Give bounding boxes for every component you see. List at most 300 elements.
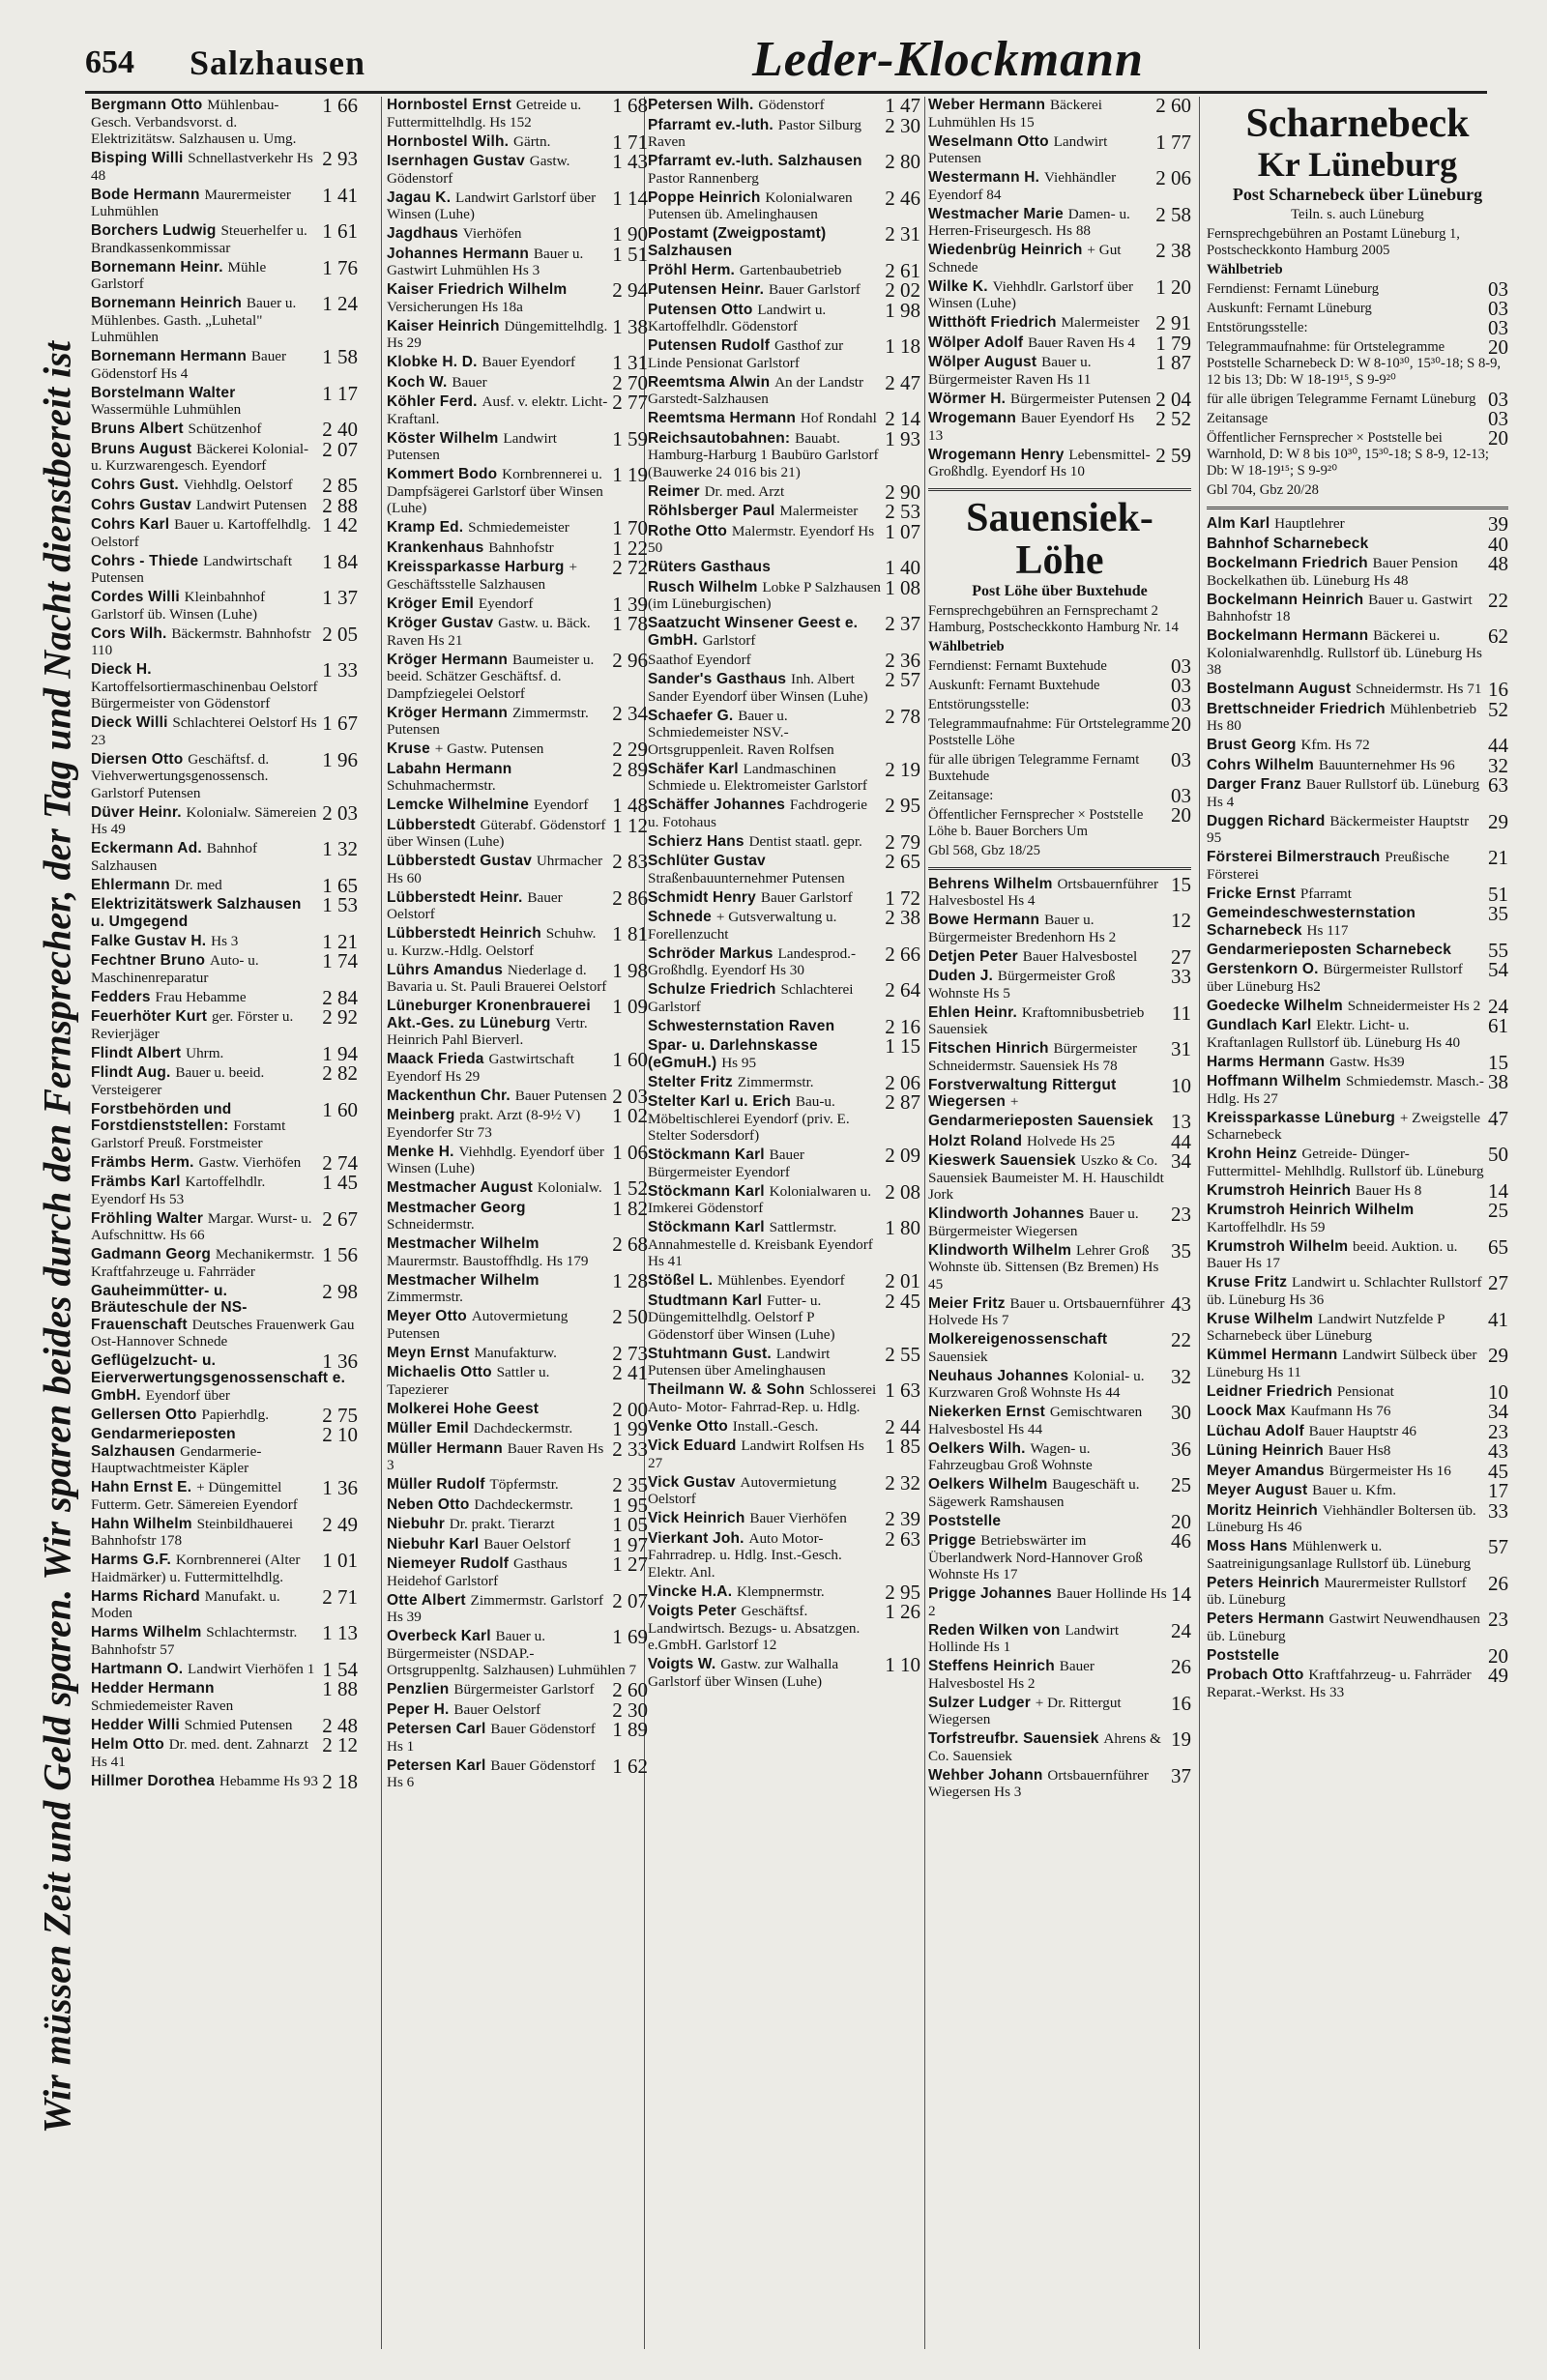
phone-number: 1 71 [612, 132, 648, 151]
listing-entry [387, 153, 648, 187]
listing-name: Kruse Fritz [1207, 1274, 1288, 1291]
listing-name: Meyer August [1207, 1482, 1308, 1498]
phone-number: 1 42 [322, 516, 358, 537]
listing-detail: Gemischtwaren Halvesbostel Hs 44 [928, 1404, 1143, 1437]
listing-name: Cordes Willi [91, 589, 180, 605]
listing-entry [91, 259, 358, 293]
phone-number: 1 81 [612, 925, 648, 945]
listing-name: Reichsautobahnen: [648, 429, 791, 447]
phone-number: 2 19 [885, 760, 920, 781]
listing-detail: Bauabt. Hamburg-Harburg 1 Baubüro Garlstorf (Bauwerke 24 016 bis 21) [648, 429, 879, 480]
listing-detail: Zimmermstr. [387, 1289, 463, 1305]
listing-name: Flindt Albert [91, 1044, 182, 1061]
listing-entry [1207, 1575, 1508, 1609]
listing-detail: Gastw. zur Walhalla Garlstorf über Winsen (Luhe) [648, 1656, 839, 1690]
listing-name: Cohrs Gust. [91, 477, 179, 493]
listing-entry [648, 579, 920, 613]
column-divider [1199, 97, 1200, 2349]
listing-detail: Auto Motor-Fahrradrep. u. Hdlg. Inst.-Gesch. Elektr. Anl. [648, 1529, 842, 1581]
service-number: 03 [1171, 696, 1191, 713]
listing-entry [648, 97, 920, 114]
listing-entry [648, 1603, 920, 1654]
phone-number: 2 63 [885, 1529, 920, 1551]
phone-number: 22 [1488, 591, 1508, 612]
phone-number: 2 14 [885, 410, 920, 427]
listing-entry [91, 421, 358, 438]
listing-detail: Schmied Putensen [184, 1716, 293, 1733]
listing-detail: Eyendorf über [145, 1386, 230, 1404]
listing-entry [91, 589, 358, 623]
phone-number: 1 17 [322, 384, 358, 405]
listing-detail: Bauer u. Bürgermeister (NSDAP.-Ortsgruppenltg. Salzhausen) Luhmühlen 7 [387, 1628, 637, 1678]
listing-entry [387, 1088, 648, 1105]
listing-detail: Dentist staatl. gepr. [748, 832, 862, 850]
listing-entry [648, 1292, 920, 1344]
listing-detail: Landwirtschaft Putensen [91, 552, 293, 586]
listing-detail: Bauer u. beeid. Versteigerer [91, 1064, 265, 1098]
listing-entry [91, 1516, 358, 1550]
phone-number: 2 49 [322, 1515, 358, 1536]
listing-entry [387, 1592, 648, 1626]
listing-detail: + Geschäftsstelle Salzhausen [387, 559, 578, 593]
listing-name: Gendarmerieposten Sauensiek [928, 1113, 1153, 1129]
listing-name: Behrens Wilhelm [928, 875, 1053, 892]
service-number: 20 [1488, 339, 1508, 359]
listing-detail: Bauer Raven Hs 4 [1028, 334, 1136, 351]
listing-name: Bruns August [91, 440, 192, 457]
phone-number: 61 [1488, 1017, 1508, 1037]
phone-number: 2 65 [885, 853, 920, 873]
listing-name: Främbs Karl [91, 1174, 181, 1190]
listing-name: Krankenhaus [387, 538, 484, 556]
listing-detail: Maurermeister Rullstorf üb. Lüneburg [1207, 1574, 1467, 1608]
listing-detail: Wagen- u. Fahrzeugbau Groß Wohnste [928, 1439, 1093, 1473]
listing-name: Dieck H. [91, 661, 152, 678]
listing-name: Bergmann Otto [91, 97, 203, 113]
listing-entry [648, 1381, 920, 1415]
listing-detail: Bauer Putensen [514, 1087, 607, 1104]
listing-entry [387, 1440, 648, 1474]
listing-detail: Schuhw. u. Kurzw.-Hdlg. Oelstorf [387, 925, 597, 959]
phone-number: 12 [1171, 912, 1191, 932]
phone-number: 1 93 [885, 429, 920, 450]
listing-name: Pröhl Herm. [648, 261, 736, 278]
phone-number: 1 90 [612, 225, 648, 243]
listing-name: Probach Otto [1207, 1667, 1304, 1683]
listing-detail: Bauer Oelstorf [483, 1535, 571, 1553]
phone-number: 2 47 [885, 373, 920, 394]
listing-entry [1207, 849, 1508, 883]
listing-entry [1207, 942, 1508, 959]
listing-name: Gauheimmütter- u. Bräuteschule der NS-Frauenschaft [91, 1282, 248, 1333]
listing-entry [1207, 1442, 1508, 1460]
phone-number: 2 74 [322, 1153, 358, 1172]
listing-name: Krumstroh Wilhelm [1207, 1237, 1349, 1255]
listing-entry [928, 1133, 1191, 1150]
listing-detail: + Zweigstelle Scharnebeck [1207, 1109, 1481, 1143]
phone-number: 1 67 [322, 714, 358, 735]
listing-name: Mestmacher Wilhelm [387, 1271, 540, 1289]
phone-number: 1 21 [322, 932, 358, 950]
listing-detail: Ausf. v. elektr. Licht-Kraftanl. [387, 393, 608, 427]
listing-name: Fröhling Walter [91, 1209, 204, 1227]
listing-detail: Viehhdlr. Garlstorf über Winsen (Luhe) [928, 277, 1134, 311]
listing-name: Kröger Hermann [387, 651, 509, 668]
listing-detail: Bauer u. Mühlenbes. Gasth. „Luhetal" Luhmühlen [91, 295, 297, 345]
phone-number: 1 31 [612, 354, 648, 371]
listing-entry [91, 1588, 358, 1622]
listing-entry [1207, 1482, 1508, 1499]
service-line [928, 788, 1191, 804]
listing-detail: Futter- u. Düngemittelhdlg. Oelstorf P Gödenstorf über Winsen (Luhe) [648, 1292, 835, 1343]
phone-number: 2 07 [322, 440, 358, 461]
phone-number: 1 56 [322, 1246, 358, 1266]
listing-name: Geflügelzucht- u. Eierverwertungsgenossenschaft e. GmbH. [91, 1352, 346, 1404]
listing-detail: Bauer Halvesbostel Hs 2 [928, 1658, 1095, 1692]
phone-number: 1 36 [322, 1352, 358, 1373]
listing-entry [928, 968, 1191, 1001]
listing-detail: Bauer Eyendorf Hs 13 [928, 410, 1135, 444]
listing-name: Stöckmann Karl [648, 1182, 765, 1200]
phone-number: 1 84 [322, 552, 358, 573]
phone-number: 1 39 [612, 595, 648, 613]
listing-detail: Gastwirt Neuwendhausen üb. Lüneburg [1207, 1611, 1480, 1644]
listing-name: Sander's Gasthaus [648, 671, 787, 687]
listing-name: Röhlsberger Paul [648, 503, 775, 519]
phone-number: 39 [1488, 515, 1508, 533]
service-number: 03 [1171, 657, 1191, 675]
listing-detail: Saathof Eyendorf [648, 651, 751, 668]
listing-name: Pfarramt ev.-luth. [648, 116, 774, 133]
listing-detail: Schlachtermstr. Bahnhofstr 57 [91, 1624, 298, 1658]
listing-entry [91, 97, 358, 148]
listing-name: Schmidt Henry [648, 888, 756, 906]
listing-entry [387, 97, 648, 131]
listing-detail: Malermeister [779, 503, 859, 519]
phone-number: 2 94 [612, 281, 648, 302]
listing-name: Goedecke Wilhelm [1207, 997, 1343, 1014]
listing-detail: Betriebswärter im Überlandwerk Nord-Hannover Groß Wohnste Hs 17 [928, 1532, 1143, 1582]
listing-name: Mackenthun Chr. [387, 1087, 511, 1104]
listing-name: Ehlermann [91, 876, 170, 893]
phone-number: 47 [1488, 1109, 1508, 1130]
phone-number: 1 98 [612, 961, 648, 982]
listing-entry [928, 206, 1191, 240]
listing-name: Harms Hermann [1207, 1053, 1326, 1070]
listing-detail: Kartoffelhdlr. Eyendorf Hs 53 [91, 1174, 266, 1207]
listing-detail: Manufakturw. [474, 1344, 557, 1361]
sauensiek-wahl: Wählbetrieb [928, 638, 1005, 654]
listing-detail: Bürgermeister Hs 16 [1328, 1462, 1451, 1479]
phone-number: 1 18 [885, 337, 920, 358]
listing-name: Voigts W. [648, 1656, 716, 1672]
listing-name: Meinberg [387, 1107, 455, 1123]
phone-number: 2 75 [322, 1406, 358, 1424]
listing-name: Moss Hans [1207, 1538, 1288, 1554]
phone-number: 2 38 [1155, 242, 1191, 262]
sidebar-slogan [33, 155, 81, 2320]
column-4-entries [928, 97, 1191, 480]
listing-entry [928, 242, 1191, 276]
listing-name: Hedder Willi [91, 1716, 180, 1733]
listing-name: Lüchau Adolf [1207, 1422, 1304, 1439]
listing-detail: Bahnhofstr [488, 538, 554, 556]
phone-number: 2 04 [1155, 390, 1191, 408]
listing-entry [928, 912, 1191, 945]
service-text: Gbl 704, Gbz 20/28 [1207, 482, 1319, 498]
listing-detail: Uhrm. [186, 1044, 224, 1061]
listing-name: Meyer Amandus [1207, 1462, 1325, 1479]
listing-entry [648, 708, 920, 759]
listing-detail: Landwirt Rolfsen Hs 27 [648, 1437, 864, 1471]
phone-number: 1 26 [885, 1603, 920, 1623]
listing-detail: Dr. prakt. Tierarzt [449, 1516, 555, 1532]
listing-entry [387, 539, 648, 557]
listing-name: Petersen Karl [387, 1756, 486, 1774]
listing-detail: Kolonialw. [537, 1179, 602, 1196]
phone-number: 10 [1488, 1382, 1508, 1401]
phone-number: 20 [1488, 1646, 1508, 1665]
listing-detail: Pastor Silburg Raven [648, 116, 861, 150]
listing-entry [387, 740, 648, 758]
service-text: Telegrammaufnahme: für Ortstelegramme Poststelle Scharnebeck D: W 8-10³⁰, 15³⁰-18; S 8-9, 12 bis 13; Db: W 18-19¹⁵, S 9-9²⁰ [1207, 339, 1502, 388]
listing-entry [928, 334, 1191, 352]
phone-number: 2 50 [612, 1308, 648, 1328]
listing-name: Gerstenkorn O. [1207, 961, 1319, 977]
listing-detail: Bauer [452, 373, 487, 391]
listing-detail: Hs 117 [1306, 921, 1349, 939]
listing-name: Müller Hermann [387, 1439, 503, 1457]
listing-detail: Bauer Vierhöfen [749, 1510, 847, 1526]
listing-detail: Auto- u. Maschinenreparatur [91, 952, 259, 986]
listing-name: Hillmer Dorothea [91, 1772, 216, 1789]
listing-entry [387, 615, 648, 649]
listing-name: Jagau K. [387, 189, 452, 206]
listing-entry [91, 1008, 358, 1042]
listing-detail: Bauer Garlstorf [760, 888, 853, 906]
listing-entry [1207, 1054, 1508, 1071]
listing-entry [928, 278, 1191, 312]
listing-entry [928, 1077, 1191, 1111]
service-text: für alle übrigen Telegramme Fernamt Buxtehude [928, 751, 1140, 784]
phone-number: 1 20 [1155, 277, 1191, 299]
listing-detail: Landesprod.- Großhdlg. Eyendorf Hs 30 [648, 944, 857, 978]
listing-entry [648, 1656, 920, 1690]
listing-name: Elektrizitätswerk Salzhausen u. Umgegend [91, 896, 302, 930]
listing-detail: Bäckerei Luhmühlen Hs 15 [928, 97, 1102, 131]
sauensiek-entries [928, 876, 1191, 1801]
listing-entry [387, 1345, 648, 1362]
listing-name: Vierkant Joh. [648, 1529, 744, 1547]
listing-detail: Kornbrennerei u. Dampfsägerei Garlstorf über Winsen (Luhe) [387, 466, 603, 516]
phone-number: 2 66 [885, 944, 920, 966]
phone-number: 40 [1488, 535, 1508, 553]
listing-detail: Straßenbauunternehmer Putensen [648, 869, 845, 886]
listing-name: Oelkers Wilh. [928, 1439, 1026, 1457]
listing-name: Torfstreufbr. Sauensiek [928, 1730, 1099, 1747]
listing-entry [387, 1401, 648, 1418]
sauensiek-title: Sauensiek-Löhe [966, 495, 1153, 583]
listing-name: Eckermann Ad. [91, 840, 202, 856]
phone-number: 1 36 [322, 1479, 358, 1499]
listing-detail: Bauer Gödenstorf Hs 4 [91, 348, 287, 382]
phone-number: 1 06 [612, 1143, 648, 1164]
service-line [1207, 281, 1508, 298]
phone-number: 1 12 [612, 816, 648, 837]
listing-detail: Viehhdlg. Oelstorf [183, 477, 293, 493]
listing-entry [387, 1364, 648, 1398]
listing-entry [928, 1767, 1191, 1801]
listing-detail: Dachdeckermstr. [473, 1420, 573, 1437]
phone-number: 13 [1171, 1113, 1191, 1130]
listing-entry [387, 1144, 648, 1177]
listing-detail: Bauer u. Bürgermeister Wiegersen [928, 1205, 1139, 1239]
listing-name: Müller Emil [387, 1420, 469, 1437]
service-number: 03 [1171, 751, 1191, 771]
service-number: 03 [1488, 301, 1508, 317]
phone-number: 2 48 [322, 1716, 358, 1734]
listing-detail: Lehrer Groß Wohnste üb. Sittensen (Bz Bremen) Hs 45 [928, 1241, 1159, 1292]
phone-number: 1 96 [322, 750, 358, 771]
listing-detail: Kraftomnibusbetrieb Sauensiek [928, 1003, 1145, 1037]
service-line [1207, 411, 1508, 427]
phone-number: 1 40 [885, 559, 920, 576]
listing-name: Maack Frieda [387, 1051, 484, 1067]
listing-entry [387, 1628, 648, 1679]
listing-entry [648, 1093, 920, 1145]
listing-detail: Schneidermeister Hs 2 [1347, 997, 1481, 1014]
listing-entry [928, 1476, 1191, 1510]
phone-number: 29 [1488, 1347, 1508, 1367]
listing-name: Vick Eduard [648, 1437, 737, 1454]
listing-entry [387, 189, 648, 223]
phone-number: 2 73 [612, 1344, 648, 1362]
listing-detail: Düngemittelhdlg. Hs 29 [387, 317, 608, 351]
listing-entry [928, 1404, 1191, 1437]
listing-detail: Schlosserei Auto- Motor- Fahrrad-Rep. u. Hdlg. [648, 1381, 877, 1415]
phone-number: 1 19 [612, 466, 648, 486]
service-text: Entstörungsstelle: [1207, 320, 1308, 335]
listing-detail: Kaufmann Hs 76 [1290, 1403, 1391, 1419]
listing-detail: Zimmermstr. [737, 1073, 814, 1090]
scharnebeck-subtitle: Kr Lüneburg [1257, 145, 1458, 184]
listing-entry [91, 625, 358, 659]
listing-detail: Schmiedemeister [468, 519, 569, 536]
listing-detail: Uszko & Co. Sauensiek Baumeister M. H. Hauschildt Jork [928, 1152, 1164, 1203]
listing-entry [648, 671, 920, 705]
service-line [928, 752, 1191, 785]
service-text: für alle übrigen Telegramme Fernamt Lüneburg [1207, 392, 1476, 407]
listing-detail: + Dr. Rittergut Wiegersen [928, 1694, 1122, 1727]
listing-name: Cohrs Wilhelm [1207, 756, 1314, 773]
phone-number: 1 95 [612, 1495, 648, 1514]
listing-detail: Dr. med. dent. Zahnarzt Hs 41 [91, 1736, 308, 1770]
phone-number: 1 52 [612, 1179, 648, 1197]
listing-entry [1207, 555, 1508, 589]
listing-detail: Güterabf. Gödenstorf über Winsen (Luhe) [387, 816, 606, 850]
scharnebeck-fees: Fernsprechgebühren an Postamt Lüneburg 1, Postscheckkonto Hamburg 2005 [1207, 226, 1460, 258]
listing-detail: An der Landstr Garstedt-Salzhausen [648, 373, 864, 407]
listing-name: Harms G.F. [91, 1552, 171, 1568]
phone-number: 49 [1488, 1667, 1508, 1687]
column-divider [381, 97, 382, 2349]
listing-name: Vick Gustav [648, 1473, 736, 1491]
listing-detail: prakt. Arzt (8-9½ V) Eyendorfer Str 73 [387, 1107, 581, 1141]
listing-entry [387, 1496, 648, 1514]
listing-detail: Gastw. u. Bäck. Raven Hs 21 [387, 615, 591, 649]
listing-detail: Schlachterei Garlstorf [648, 981, 854, 1015]
listing-entry [387, 1536, 648, 1553]
listing-entry [648, 153, 920, 187]
listing-detail: Holvede Hs 25 [1026, 1132, 1116, 1149]
listing-entry [387, 1681, 648, 1698]
listing-entry [1207, 1146, 1508, 1179]
listing-entry [928, 948, 1191, 966]
phone-number: 1 59 [612, 429, 648, 450]
listing-name: Bockelmann Heinrich [1207, 591, 1364, 608]
listing-entry [1207, 1347, 1508, 1380]
listing-name: Theilmann W. & Sohn [648, 1381, 805, 1398]
phone-number: 44 [1171, 1132, 1191, 1150]
column-3 [648, 97, 920, 2359]
listing-name: Fechtner Bruno [91, 952, 206, 969]
scharnebeck-section [1207, 102, 1508, 499]
phone-number: 2 32 [885, 1473, 920, 1495]
listing-name: Lüneburger Kronenbrauerei Akt.-Ges. zu Lüneburg [387, 998, 591, 1031]
listing-entry [1207, 961, 1508, 995]
listing-name: Hahn Wilhelm [91, 1515, 192, 1532]
listing-detail: Kraftfahrzeug- u. Fahrräder Reparat.-Werkst. Hs 33 [1207, 1667, 1472, 1700]
phone-number: 33 [1171, 968, 1191, 988]
listing-name: Cohrs - Thiede [91, 552, 199, 569]
listing-entry [1207, 1423, 1508, 1440]
listing-entry [387, 1235, 648, 1269]
listing-entry [1207, 515, 1508, 533]
listing-entry [648, 1510, 920, 1527]
listing-detail: Bauer Oelstorf [387, 888, 563, 922]
listing-detail: Landwirt u. Schlachter Rullstorf üb. Lüneburg Hs 36 [1207, 1274, 1482, 1308]
listing-entry [91, 1773, 358, 1790]
listing-name: Bowe Hermann [928, 912, 1040, 928]
service-number: 20 [1171, 806, 1191, 827]
listing-entry [928, 1695, 1191, 1728]
phone-number: 23 [1171, 1205, 1191, 1226]
listing-name: Harms Richard [91, 1587, 200, 1605]
listing-name: Mestmacher Georg [387, 1199, 526, 1216]
listing-entry [387, 225, 648, 243]
phone-number: 1 87 [1155, 354, 1191, 374]
listing-detail: Bauer Raven Hs 3 [387, 1439, 604, 1473]
listing-detail: Pfarramt [1299, 885, 1352, 902]
listing-name: Hornbostel Ernst [387, 97, 511, 113]
phone-number: 32 [1488, 756, 1508, 774]
phone-number: 2 03 [322, 803, 358, 825]
phone-number: 23 [1488, 1611, 1508, 1631]
phone-number: 23 [1488, 1422, 1508, 1440]
phone-number: 2 44 [885, 1417, 920, 1436]
listing-entry [928, 1622, 1191, 1656]
listing-entry [1207, 905, 1508, 939]
listing-name: Peper H. [387, 1700, 450, 1718]
phone-number: 1 65 [322, 876, 358, 894]
listing-entry [1207, 737, 1508, 754]
listing-entry [1207, 1647, 1508, 1665]
listing-entry [91, 1045, 358, 1062]
listing-entry [1207, 592, 1508, 625]
listing-detail: Dr. med [174, 876, 222, 893]
listing-detail: Bauer Gödenstorf Hs 1 [387, 1721, 596, 1755]
listing-detail: Dr. med. Arzt [704, 482, 785, 500]
